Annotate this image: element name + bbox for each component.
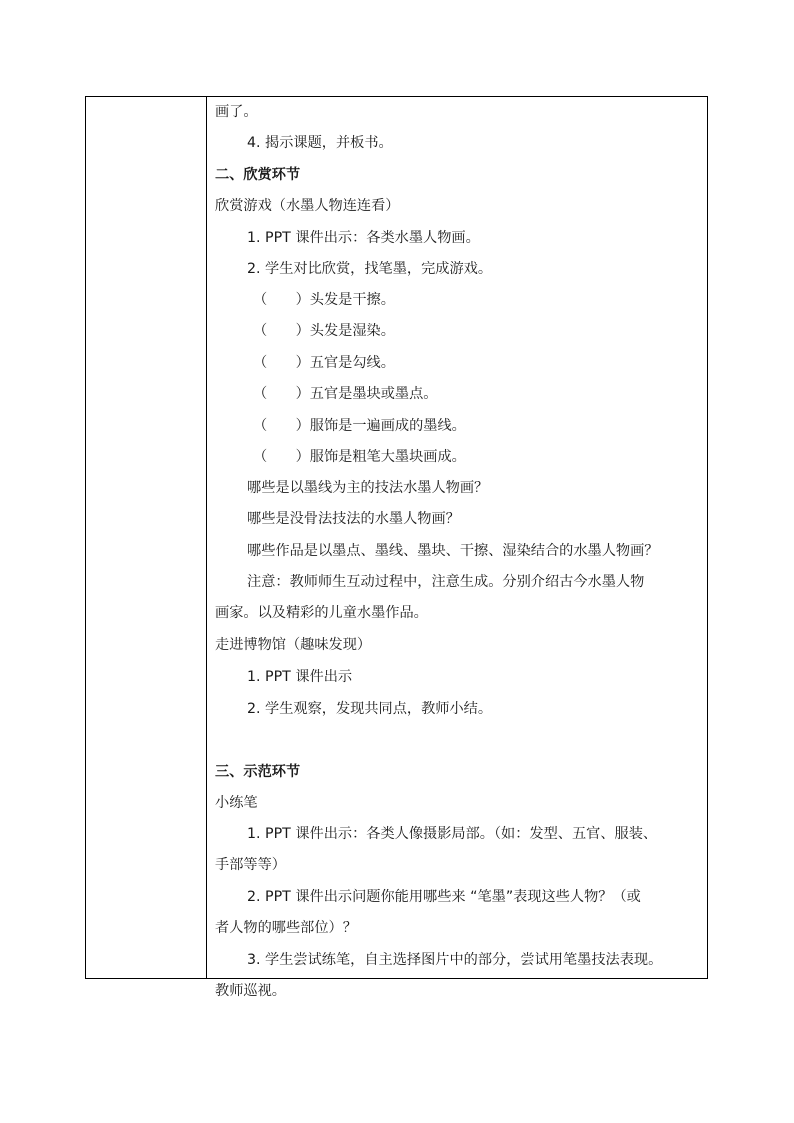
note-line: 画家。以及精彩的儿童水墨作品。 bbox=[215, 605, 428, 621]
subsection-title: 走进博物馆（趣味发现） bbox=[215, 637, 372, 653]
text-line: 教师巡视。 bbox=[215, 983, 286, 999]
game-item: （ ）头发是干擦。 bbox=[253, 292, 395, 308]
game-item: （ ）服饰是一遍画成的墨线。 bbox=[253, 418, 466, 434]
step-item: 2. 学生对比欣赏，找笔墨，完成游戏。 bbox=[247, 261, 493, 277]
step-item: 1. PPT 课件出示：各类人像摄影局部。（如：发型、五官、服装、 bbox=[247, 826, 658, 842]
note-line: 注意：教师师生互动过程中，注意生成。分别介绍古今水墨人物 bbox=[247, 574, 645, 590]
text-line: 者人物的哪些部位）？ bbox=[215, 920, 357, 936]
step-item: 1. PPT 课件出示 bbox=[247, 669, 353, 685]
section-heading: 二、欣赏环节 bbox=[215, 167, 301, 183]
subsection-title: 欣赏游戏（水墨人物连连看） bbox=[215, 198, 400, 214]
game-item: （ ）服饰是粗笔大墨块画成。 bbox=[253, 449, 466, 465]
game-item: （ ）五官是墨块或墨点。 bbox=[253, 386, 438, 402]
step-item: 3. 学生尝试练笔，自主选择图片中的部分，尝试用笔墨技法表现。 bbox=[247, 952, 663, 968]
question-line: 哪些是以墨线为主的技法水墨人物画？ bbox=[247, 480, 489, 496]
question-line: 哪些是没骨法技法的水墨人物画？ bbox=[247, 511, 460, 527]
section-heading: 三、示范环节 bbox=[215, 764, 301, 780]
step-item: 2. 学生观察，发现共同点，教师小结。 bbox=[247, 701, 493, 717]
step-item: 2. PPT 课件出示问题你能用哪些来 “笔墨”表现这些人物？（或 bbox=[247, 889, 641, 905]
text-line: 画了。 bbox=[215, 104, 258, 120]
column-divider bbox=[206, 96, 207, 979]
text-line: 手部等等） bbox=[215, 857, 286, 873]
question-line: 哪些作品是以墨点、墨线、墨块、干擦、湿染结合的水墨人物画？ bbox=[247, 543, 659, 559]
game-item: （ ）五官是勾线。 bbox=[253, 355, 395, 371]
subsection-title: 小练笔 bbox=[215, 795, 258, 811]
game-item: （ ）头发是湿染。 bbox=[253, 323, 395, 339]
step-item: 4. 揭示课题，并板书。 bbox=[247, 135, 393, 151]
step-item: 1. PPT 课件出示：各类水墨人物画。 bbox=[247, 230, 480, 246]
